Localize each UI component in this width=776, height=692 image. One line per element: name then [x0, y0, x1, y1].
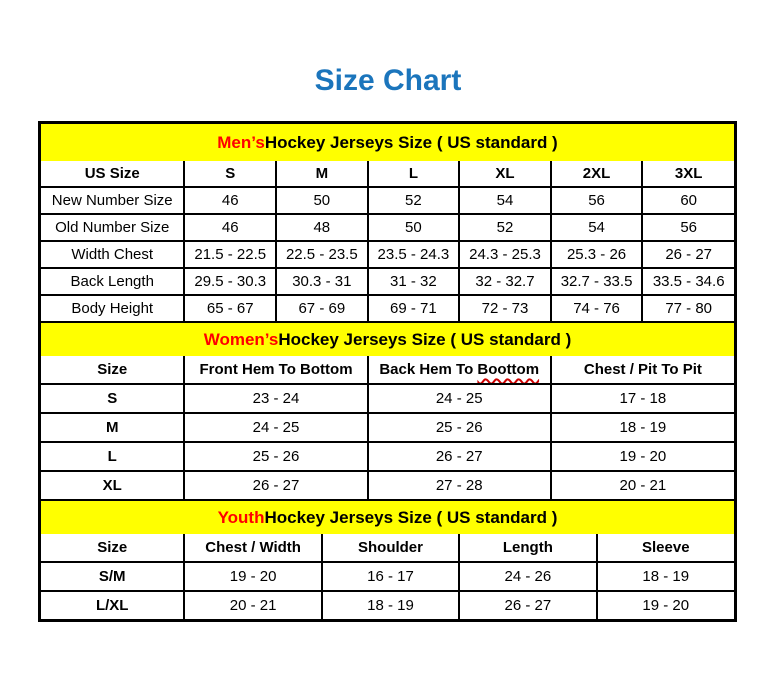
- size-value-cell: 50: [276, 187, 368, 214]
- size-value-cell: 77 - 80: [642, 295, 734, 322]
- size-value-cell: 31 - 32: [368, 268, 460, 295]
- size-value-cell: 54: [459, 187, 551, 214]
- table-row: [41, 295, 734, 322]
- size-value-cell: 32 - 32.7: [459, 268, 551, 295]
- size-value-cell: 19 - 20: [597, 591, 734, 619]
- womens-banner-text: Hockey Jerseys Size ( US standard ): [278, 329, 572, 349]
- row-label-cell: S: [41, 384, 184, 413]
- size-value-cell: 26 - 27: [184, 471, 367, 500]
- column-header-cell: Chest / Width: [184, 534, 321, 562]
- column-header-cell: XL: [459, 161, 551, 187]
- size-value-cell: 18 - 19: [551, 413, 734, 442]
- size-value-cell: 25 - 26: [184, 442, 367, 471]
- youth-size-table: [41, 534, 734, 619]
- size-value-cell: 52: [368, 187, 460, 214]
- row-label-cell: Back Length: [41, 268, 184, 295]
- row-label-cell: Body Height: [41, 295, 184, 322]
- size-value-cell: 72 - 73: [459, 295, 551, 322]
- youth-banner-highlight: Youth: [217, 507, 265, 527]
- size-value-cell: 25.3 - 26: [551, 241, 643, 268]
- column-header-cell: Size: [41, 356, 184, 384]
- size-value-cell: 20 - 21: [184, 591, 321, 619]
- table-row: [41, 534, 734, 562]
- size-value-cell: 26 - 27: [368, 442, 551, 471]
- size-value-cell: 24.3 - 25.3: [459, 241, 551, 268]
- size-value-cell: 19 - 20: [551, 442, 734, 471]
- size-value-cell: 56: [551, 187, 643, 214]
- table-row: [41, 591, 734, 619]
- size-value-cell: 67 - 69: [276, 295, 368, 322]
- size-value-cell: 69 - 71: [368, 295, 460, 322]
- table-row: [41, 161, 734, 187]
- size-value-cell: 50: [368, 214, 460, 241]
- size-chart-tables: [38, 121, 737, 622]
- table-row: [41, 268, 734, 295]
- row-label-cell: New Number Size: [41, 187, 184, 214]
- column-header-cell: Sleeve: [597, 534, 734, 562]
- size-value-cell: 32.7 - 33.5: [551, 268, 643, 295]
- table-row: [41, 241, 734, 268]
- youth-banner-text: Hockey Jerseys Size ( US standard ): [264, 507, 558, 527]
- column-header-cell: L: [368, 161, 460, 187]
- column-header-cell: [368, 356, 551, 384]
- table-row: [41, 384, 734, 413]
- row-label-cell: L/XL: [41, 591, 184, 619]
- mens-size-table: [41, 161, 734, 323]
- size-value-cell: 29.5 - 30.3: [184, 268, 276, 295]
- size-value-cell: 19 - 20: [184, 562, 321, 591]
- size-value-cell: 18 - 19: [322, 591, 459, 619]
- table-row: [41, 187, 734, 214]
- size-value-cell: 46: [184, 187, 276, 214]
- size-value-cell: 56: [642, 214, 734, 241]
- size-value-cell: 46: [184, 214, 276, 241]
- size-value-cell: 30.3 - 31: [276, 268, 368, 295]
- column-header-cell: Length: [459, 534, 596, 562]
- youth-section-banner: [41, 501, 734, 534]
- size-value-cell: 74 - 76: [551, 295, 643, 322]
- row-label-cell: XL: [41, 471, 184, 500]
- column-header-cell: S: [184, 161, 276, 187]
- size-value-cell: 25 - 26: [368, 413, 551, 442]
- table-row: [41, 356, 734, 384]
- table-row: [41, 442, 734, 471]
- column-header-cell: 2XL: [551, 161, 643, 187]
- size-value-cell: 17 - 18: [551, 384, 734, 413]
- size-value-cell: 54: [551, 214, 643, 241]
- size-value-cell: 24 - 26: [459, 562, 596, 591]
- size-value-cell: 16 - 17: [322, 562, 459, 591]
- mens-section-banner: [41, 124, 734, 161]
- column-header-cell: Shoulder: [322, 534, 459, 562]
- row-label-cell: S/M: [41, 562, 184, 591]
- back-hem-label: Back Hem To: [379, 361, 478, 378]
- table-row: [41, 413, 734, 442]
- row-label-cell: L: [41, 442, 184, 471]
- size-value-cell: 24 - 25: [184, 413, 367, 442]
- misspelled-word: Boottom: [477, 361, 540, 378]
- size-value-cell: 52: [459, 214, 551, 241]
- womens-size-table: [41, 356, 734, 501]
- column-header-cell: Size: [41, 534, 184, 562]
- size-value-cell: 21.5 - 22.5: [184, 241, 276, 268]
- column-header-cell: 3XL: [642, 161, 734, 187]
- womens-banner-highlight: Women’s: [203, 329, 279, 349]
- size-value-cell: 26 - 27: [459, 591, 596, 619]
- table-row: [41, 471, 734, 500]
- size-value-cell: 22.5 - 23.5: [276, 241, 368, 268]
- size-value-cell: 24 - 25: [368, 384, 551, 413]
- size-value-cell: 20 - 21: [551, 471, 734, 500]
- mens-banner-text: Hockey Jerseys Size ( US standard ): [264, 132, 558, 152]
- row-label-cell: Width Chest: [41, 241, 184, 268]
- womens-section-banner: [41, 323, 734, 356]
- table-row: [41, 214, 734, 241]
- size-value-cell: 26 - 27: [642, 241, 734, 268]
- row-label-cell: M: [41, 413, 184, 442]
- table-row: [41, 562, 734, 591]
- size-value-cell: 27 - 28: [368, 471, 551, 500]
- mens-banner-highlight: Men’s: [217, 132, 265, 152]
- column-header-cell: Front Hem To Bottom: [184, 356, 367, 384]
- size-value-cell: 18 - 19: [597, 562, 734, 591]
- size-value-cell: 33.5 - 34.6: [642, 268, 734, 295]
- column-header-cell: Chest / Pit To Pit: [551, 356, 734, 384]
- size-value-cell: 60: [642, 187, 734, 214]
- size-value-cell: 65 - 67: [184, 295, 276, 322]
- row-label-cell: Old Number Size: [41, 214, 184, 241]
- column-header-cell: M: [276, 161, 368, 187]
- page-title: Size Chart: [314, 64, 462, 97]
- size-value-cell: 23.5 - 24.3: [368, 241, 460, 268]
- size-value-cell: 48: [276, 214, 368, 241]
- column-header-cell: US Size: [41, 161, 184, 187]
- size-value-cell: 23 - 24: [184, 384, 367, 413]
